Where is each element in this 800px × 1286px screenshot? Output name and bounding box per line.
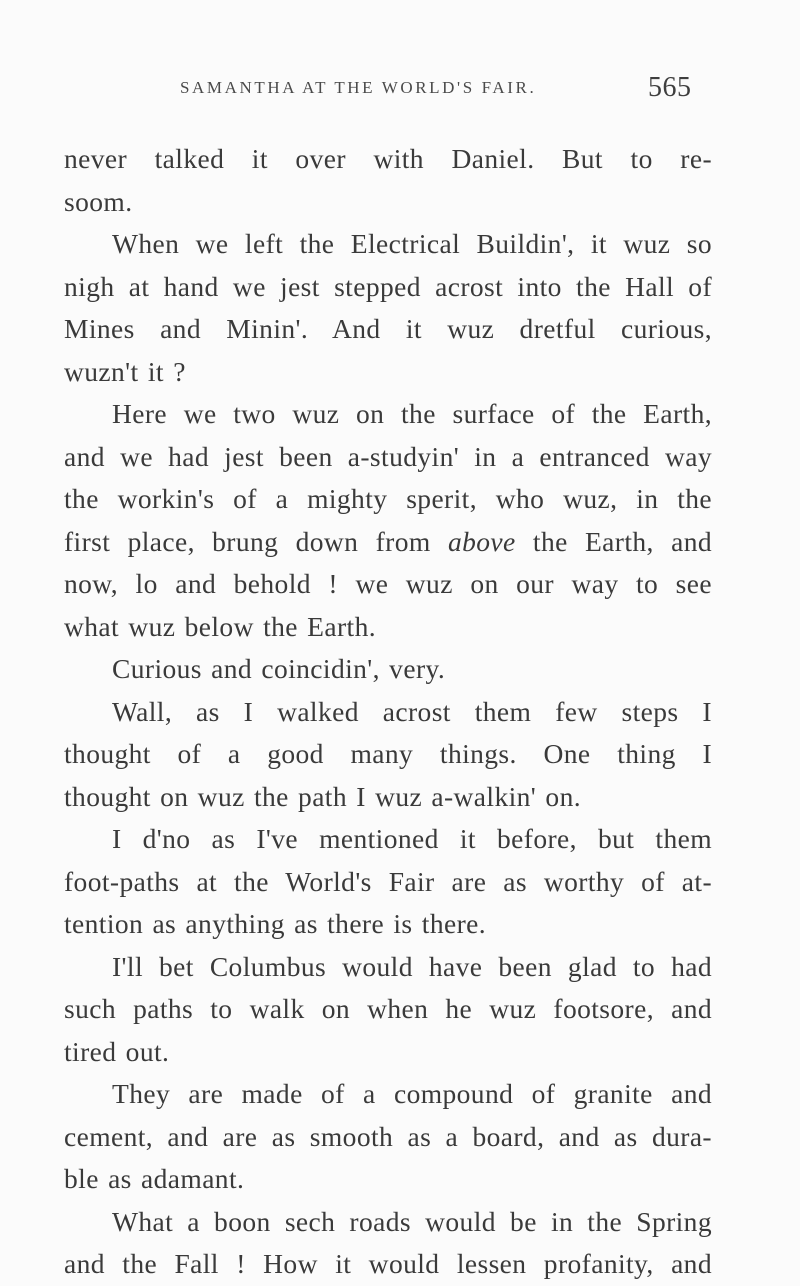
text-line: and the Fall ! How it would lessen profanity, and bbox=[64, 1248, 712, 1279]
body-text bbox=[64, 138, 712, 1286]
text-line: wuzn't it ? bbox=[64, 355, 186, 387]
text-line: tention as anything as there is there. bbox=[64, 908, 487, 939]
text-line: such paths to walk on when he wuz footsore, and bbox=[64, 993, 712, 1024]
text-line: soom. bbox=[64, 185, 133, 217]
page-number: 565 bbox=[648, 72, 692, 103]
text-line: thought on wuz the path I wuz a-walkin' on. bbox=[64, 780, 582, 812]
text-line: what wuz below the Earth. bbox=[64, 610, 377, 642]
text-line: thought of a good many things. One thing I bbox=[64, 738, 712, 769]
text-segment: first place, brung down from bbox=[64, 525, 431, 557]
text-line: cement, and are as smooth as a board, and as dura- bbox=[64, 1120, 712, 1152]
text-segment: the Earth, and bbox=[532, 525, 713, 557]
text-line: foot-paths at the World's Fair are as worthy of at- bbox=[64, 865, 712, 897]
text-line: When we left the Electrical Buildin', it wuz so bbox=[112, 228, 712, 259]
text-line bbox=[64, 521, 712, 564]
text-line: tired out. bbox=[64, 1035, 170, 1067]
text-line: and we had jest been a-studyin' in a entranced way bbox=[64, 440, 712, 472]
text-line: now, lo and behold ! we wuz on our way to see bbox=[64, 568, 712, 599]
text-line: never talked it over with Daniel. But to re- bbox=[64, 143, 712, 174]
italic-word: above bbox=[447, 525, 516, 557]
text-line: I'll bet Columbus would have been glad to had bbox=[112, 950, 712, 982]
text-line: Mines and Minin'. And it wuz dretful curious, bbox=[64, 313, 712, 344]
text-line: Wall, as I walked acrost them few steps I bbox=[112, 695, 712, 727]
text-line: Curious and coincidin', very. bbox=[112, 653, 446, 684]
text-line: They are made of a compound of granite and bbox=[112, 1078, 712, 1109]
text-line: nigh at hand we jest stepped acrost into the Hall of bbox=[64, 270, 712, 302]
text-line: What a boon sech roads would be in the Spring bbox=[112, 1205, 712, 1237]
text-line: the workin's of a mighty sperit, who wuz, in the bbox=[64, 483, 712, 514]
running-title: SAMANTHA AT THE WORLD'S FAIR. bbox=[180, 78, 537, 97]
text-line: I d'no as I've mentioned it before, but them bbox=[112, 823, 712, 854]
text-line: Here we two wuz on the surface of the Earth, bbox=[112, 398, 712, 429]
text-line: ble as adamant. bbox=[64, 1163, 245, 1194]
